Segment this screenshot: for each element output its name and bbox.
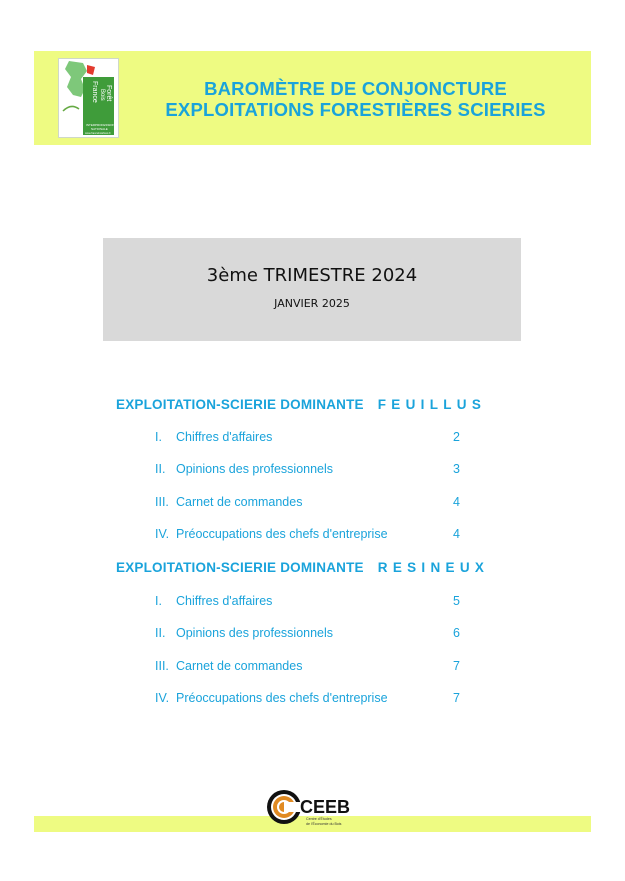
toc-text: Préoccupations des chefs d'entreprise (176, 527, 388, 541)
logo-text-bois: Bois (99, 89, 105, 101)
toc-page: 7 (453, 691, 460, 705)
toc-number: I. (155, 430, 162, 444)
toc-text: Carnet de commandes (176, 659, 303, 673)
logo-text-france: France (91, 81, 98, 103)
toc-item[interactable] (155, 659, 475, 675)
title-line-2: EXPLOITATIONS FORESTIÈRES SCIERIES (165, 99, 546, 120)
section-heading-resineux (116, 560, 489, 575)
toc-item[interactable] (155, 527, 475, 543)
toc-item[interactable] (155, 430, 475, 446)
toc-page: 7 (453, 659, 460, 673)
logo-text-foret: Forêt (105, 85, 112, 102)
toc-text: Opinions des professionnels (176, 626, 334, 640)
section-kind: RESINEUX (377, 560, 490, 575)
toc-page: 2 (453, 430, 460, 444)
logo-text-url: www.franceboisforet.fr (85, 132, 111, 135)
period-date: JANVIER 2025 (274, 297, 350, 310)
toc-number: II. (155, 626, 166, 640)
section-kind: FEUILLUS (377, 397, 487, 412)
period-box (103, 238, 521, 341)
section-label: EXPLOITATION-SCIERIE DOMINANTE (116, 560, 364, 575)
toc-text: Chiffres d'affaires (176, 594, 273, 608)
toc-page: 4 (453, 495, 460, 509)
toc-number: III. (155, 495, 169, 509)
toc-page: 6 (453, 626, 460, 640)
toc-number: III. (155, 659, 169, 673)
toc-text: Opinions des professionnels (176, 462, 334, 476)
period-title: 3ème TRIMESTRE 2024 (206, 265, 418, 286)
toc-page: 3 (453, 462, 460, 476)
france-bois-foret-logo (58, 58, 119, 138)
toc-item[interactable] (155, 462, 475, 478)
logo-text-nationale: NATIONALE (91, 127, 108, 131)
toc-item[interactable] (155, 691, 475, 707)
ceeb-logo-name: CEEB (300, 797, 351, 817)
toc-page: 5 (453, 594, 460, 608)
toc-text: Carnet de commandes (176, 495, 303, 509)
toc-text: Préoccupations des chefs d'entreprise (176, 691, 388, 705)
ceeb-logo-subtitle-1: Centre d'Études (306, 817, 332, 821)
report-title (128, 78, 583, 120)
title-line-1: BAROMÈTRE DE CONJONCTURE (204, 78, 507, 99)
logo-text-interprofession: INTERPROFESSION (86, 123, 115, 127)
section-label: EXPLOITATION-SCIERIE DOMINANTE (116, 397, 364, 412)
toc-number: IV. (155, 527, 170, 541)
section-heading-feuillus (116, 397, 486, 412)
toc-number: IV. (155, 691, 170, 705)
toc-number: II. (155, 462, 166, 476)
toc-item[interactable] (155, 594, 475, 610)
toc-text: Chiffres d'affaires (176, 430, 273, 444)
toc-number: I. (155, 594, 162, 608)
toc-item[interactable] (155, 495, 475, 511)
ceeb-logo (266, 789, 362, 829)
toc-page: 4 (453, 527, 460, 541)
toc-item[interactable] (155, 626, 475, 642)
ceeb-logo-subtitle-2: de l'Économie du Bois (306, 822, 342, 826)
